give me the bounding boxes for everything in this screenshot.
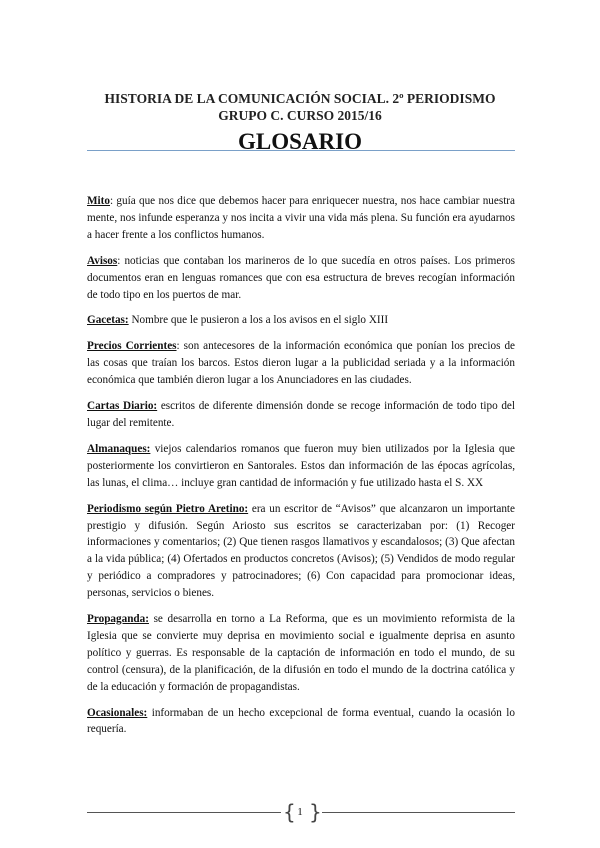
page-footer	[0, 799, 600, 825]
glossary-entry-cartas-diario	[87, 398, 515, 432]
glossary-title: GLOSARIO	[238, 129, 362, 154]
glossary-entry-avisos: Avisos: noticias que contaban los marineros de lo que sucedía en otros países. Los primeros documentos eran en lenguas romances que con esa estructura de breves recogían información de todo tipo en los puertos de mar.	[87, 254, 516, 301]
glossary-entry-ocasionales	[87, 705, 515, 739]
page-number: 1	[297, 806, 303, 818]
entry-term: Precios Corrientes	[87, 340, 177, 353]
glossary-entry-precios-corrientes: Precios Corrientes: son antecesores de la información económica que ponían los precios de las cosas que traían los barcos. Estos dieron lugar a la publicidad seriada y a la información económica que también dieron lugar a los Anunciadores en las ciudades.	[87, 340, 515, 387]
entry-term: Propaganda:	[87, 613, 149, 626]
entry-term: Cartas Diario:	[87, 400, 158, 413]
entry-term: Almanaques:	[87, 442, 151, 455]
right-brace-icon: }	[309, 800, 322, 824]
glossary-entry-mito: Mito: guía que nos dice que debemos hacer para enriquecer nuestra, nos hace cambiar nuestra mente, nos infunde esperanza y nos incita a vivir una vida más plena. Su función era ayudarnos a hacer frente a los conflictos humanos.	[87, 195, 515, 241]
entry-definition: se desarrolla en torno a La Reforma, que es un movimiento reformista de la Iglesia que se convierte muy deprisa en movimiento social e igualmente deprisa en asunto político y guerras. Es responsable de la captación de información en todo el mundo, de su control (censura), de la planificación, de la difusión en todo el mundo de la doctrina católica y de la educación y formación de propagandistas.	[87, 613, 516, 693]
course-title-line-2: GRUPO C. CURSO 2015/16	[218, 108, 382, 123]
footer-rule-left	[87, 812, 281, 813]
glossary-entry-almanaques	[87, 441, 515, 492]
entry-definition: informaban de un hecho excepcional de forma eventual, cuando la ocasión lo requería.	[87, 706, 515, 736]
entry-definition: guía que nos dice que debemos hacer para enriquecer nuestra, nos hace cambiar nuestra mente, nos infunde esperanza y nos incita a vivir una vida más plena. Su función era ayudarnos a hacer frente a los conflictos humanos.	[87, 195, 515, 241]
entry-term: Avisos	[87, 254, 118, 267]
entry-definition: viejos calendarios romanos que fueron muy bien utilizados por la Iglesia que posteriormente los convirtieron en Santorales. Estos dan información de las épocas agrícolas, las lunas, el clima… incluye gran cantidad de información y fue utilizado hasta el S. XX	[87, 442, 516, 489]
entry-term: Gacetas:	[87, 314, 129, 327]
entry-term: Mito	[87, 195, 110, 207]
entry-definition: noticias que contaban los marineros de lo que sucedía en otros países. Los primeros documentos eran en lenguas romances que con esa estructura de breves recogían información de todo tipo en los puertos de mar.	[87, 254, 516, 301]
document-header	[0, 90, 600, 157]
glossary-entry-propaganda	[87, 611, 515, 696]
entry-definition: escritos de diferente dimensión donde se recoge información de todo tipo del lugar del remitente.	[87, 400, 515, 429]
title-underline-rule	[87, 150, 515, 151]
glossary-entry-periodismo	[87, 501, 515, 602]
footer-rule-right	[322, 812, 515, 813]
entry-definition: Nombre que le pusieron a los a los avisos en el siglo XIII	[131, 314, 389, 327]
entry-definition: son antecesores de la información económica que ponían los precios de las cosas que traían los barcos. Estos dieron lugar a la publicidad seriada y a la información económica que también dieron lugar a los Anunciadores en las ciudades.	[87, 340, 515, 387]
glossary-entries	[87, 193, 515, 747]
entry-definition: era un escritor de “Avisos” que alcanzaron un importante prestigio y difusión. Según Ariosto sus escritos se caracterizaban por: (1) Recoger informaciones y comentarios; (2) Que tienen rasgos llamativos y escandalosos; (3) Que afectan a la vida pública; (4) Ofertados en productos concretos (Avisos); (5) Vendidos de modo regular y periódico a compradores y patrocinadores; (6) Con capacidad para promocionar ideas, personas, servicios o bienes.	[87, 502, 515, 600]
entry-term: Ocasionales:	[87, 706, 148, 719]
glossary-entry-gacetas	[87, 312, 515, 329]
entry-term: Periodismo según Pietro Aretino:	[87, 502, 249, 515]
left-brace-icon: {	[283, 800, 296, 824]
course-title-line-1: HISTORIA DE LA COMUNICACIÓN SOCIAL. 2º PERIODISMO	[104, 91, 496, 106]
